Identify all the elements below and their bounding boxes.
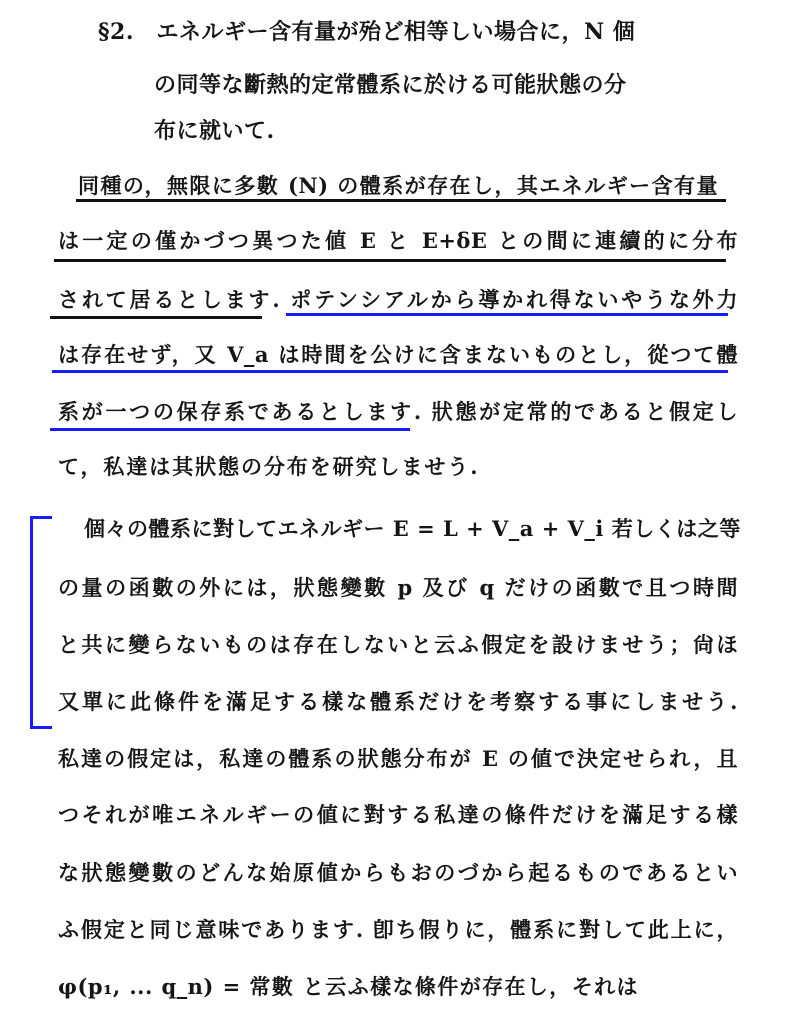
body-line: 個々の體系に對してエネルギー E = L + V_a + V_i 若しくは之等 [84, 516, 741, 541]
body-line: て，私達は其狀態の分布を研究しませう. [58, 454, 478, 479]
pencil-underline [54, 259, 726, 262]
pen-underline [52, 370, 728, 373]
body-line: は存在せず，又 V_a は時間を公けに含まないものとし，從つて體 [58, 342, 738, 367]
margin-bracket [30, 516, 33, 729]
pen-underline [286, 313, 728, 316]
body-line: 又單に此條件を滿足する樣な體系だけを考察する事にしませう. [58, 689, 738, 714]
pencil-underline [50, 316, 262, 319]
body-line: の量の函數の外には，狀態變數 p 及び q だけの函數で且つ時間 [58, 575, 738, 600]
pencil-underline [76, 199, 726, 202]
heading-line: の同等な斷熱的定常體系に於ける可能狀態の分 [154, 72, 627, 98]
body-line: は一定の僅かづつ異つた値 E と E+δE との間に連續的に分布 [58, 228, 738, 253]
margin-bracket-bottom [30, 726, 52, 729]
body-line: 系が一つの保存系であるとします. 狀態が定常的であると假定し [58, 399, 738, 424]
pen-underline [50, 428, 410, 431]
body-line: φ(p₁, ... q_n) = 常數 と云ふ樣な條件が存在し，それは [58, 974, 638, 999]
body-line: 私達の假定は，私達の體系の狀態分布が E の値で決定せられ，且 [58, 746, 738, 771]
margin-bracket-top [30, 516, 52, 519]
body-line: ふ假定と同じ意味であります. 卽ち假りに，體系に對して此上に， [58, 917, 738, 942]
body-line: と共に變らないものは存在しないと云ふ假定を設けませう；尙ほ [58, 632, 738, 657]
body-line: されて居るとします. ポテンシアルから導かれ得ないやうな外力 [58, 287, 738, 312]
body-line: つそれが唯エネルギーの値に對する私達の條件だけを滿足する樣 [58, 802, 738, 827]
heading-line: 布に就いて. [154, 118, 275, 144]
body-line: 同種の，無限に多數 (N) の體系が存在し，其エネルギー含有量 [78, 173, 718, 198]
body-line: な狀態變數のどんな始原値からもおのづから起るものであるとい [58, 860, 738, 885]
heading-line: §2. エネルギー含有量が殆ど相等しい場合に，N 個 [98, 19, 636, 45]
